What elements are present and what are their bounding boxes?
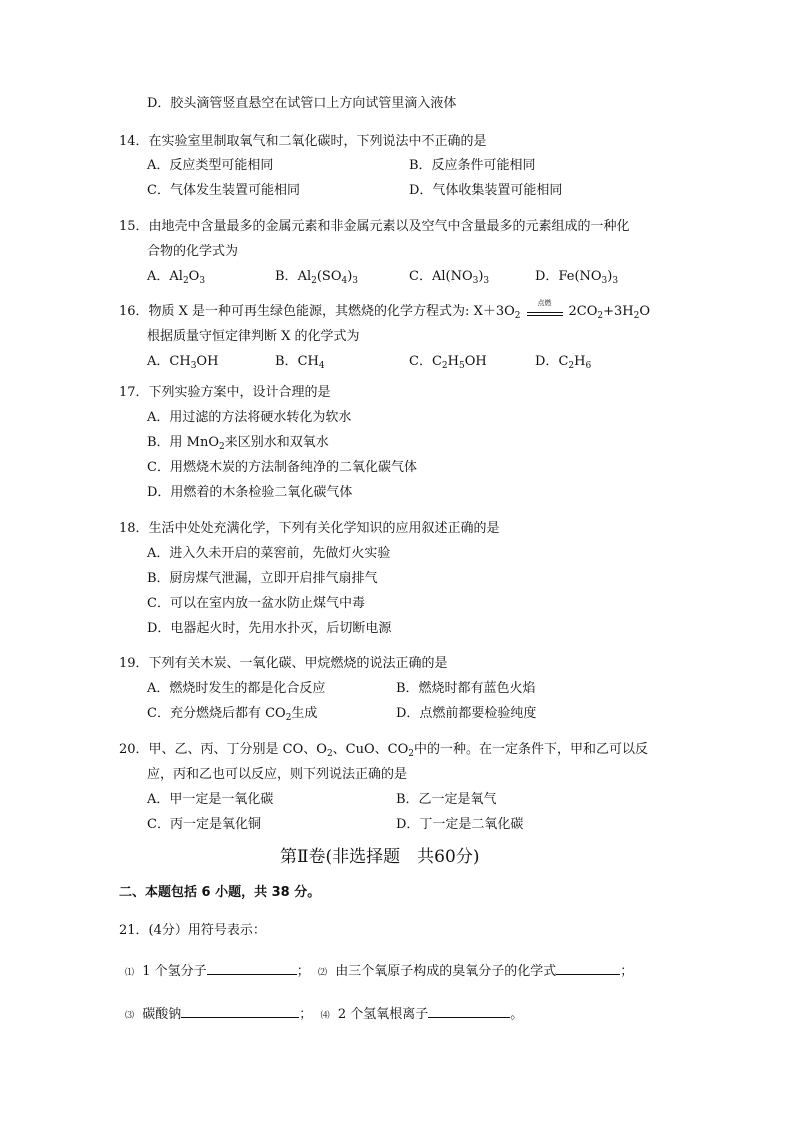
q16-option-a: A．$CH_3OH$ (147, 354, 219, 371)
q17-option-c: C．用燃烧木炭的方法制备纯净的二氧化碳气体 (147, 460, 417, 475)
q18-option-a: A．进入久未开启的菜窖前，先做灯火实验 (147, 546, 391, 561)
q16-option-c: C．$C_2H_5OH$ (409, 354, 487, 371)
q21-stem: 21．(4分）用符号表示： (119, 923, 266, 938)
q20-option-c: C．丙一定是氧化铜 (147, 817, 261, 832)
q17-option-a: A．用过滤的方法将硬水转化为软水 (147, 410, 352, 425)
q21-item-1: ⑴ 1 个氢分子 ； ⑵ 由三个氧原子构成的臭氧分子的化学式 ； (125, 964, 634, 979)
q15-stem-line1: 15．由地壳中含量最多的金属元素和非金属元素以及空气中含量最多的元素组成的一种化 (119, 219, 630, 234)
q19-option-c: C．充分燃烧后都有 $CO_2$生成 (147, 706, 318, 723)
q20-option-a: A．甲一定是一氧化碳 (147, 792, 274, 807)
q20-option-d: D．丁一定是二氧化碳 (396, 817, 524, 832)
q14-option-c: C．气体发生装置可能相同 (147, 183, 300, 198)
q18-option-c: C．可以在室内放一盆水防止煤气中毒 (147, 596, 365, 611)
q16-option-d: D．$C_2H_6$ (535, 354, 592, 371)
q21-blank-3[interactable] (181, 1005, 299, 1018)
q14-option-d: D．气体收集装置可能相同 (409, 183, 563, 198)
q18-option-b: B．厨房煤气泄漏，立即开启排气扇排气 (147, 571, 378, 586)
q20-stem-line1: 20．甲、乙、丙、丁分别是 CO、$O_2$、CuO、$CO_2$中的一种。在一定条件下，甲和乙可以反 (119, 742, 649, 759)
q19-option-b: B．燃烧时都有蓝色火焰 (396, 681, 536, 696)
part2-title: 第Ⅱ卷(非选择题 共60分) (280, 847, 480, 867)
q17-option-d: D．用燃着的木条检验二氧化碳气体 (147, 485, 353, 500)
q15-option-d: D．$Fe(NO_3)_3$ (535, 269, 619, 286)
q21-item-3: ⑶ 碳酸钠 ； ⑷ 2 个氢氧根离子 。 (125, 1007, 524, 1022)
q19-stem: 19．下列有关木炭、一氧化碳、甲烷燃烧的说法正确的是 (119, 656, 448, 671)
q13-option-d: D．胶头滴管竖直悬空在试管口上方向试管里滴入液体 (147, 96, 457, 111)
q17-option-b: B．用 MnO$_2$来区别水和双氧水 (147, 435, 329, 452)
q14-option-b: B．反应条件可能相同 (409, 158, 536, 173)
q21-blank-1[interactable] (207, 962, 297, 975)
q14-option-a: A．反应类型可能相同 (147, 158, 274, 173)
q18-stem: 18．生活中处处充满化学，下列有关化学知识的应用叙述正确的是 (119, 521, 500, 536)
reaction-arrow: 点燃 (527, 305, 563, 319)
q20-stem-line2: 应，丙和乙也可以反应，则下列说法正确的是 (147, 767, 408, 782)
q16-stem-line2: 根据质量守恒定律判断 X 的化学式为 (147, 329, 360, 344)
q15-option-a: A．$Al_2O_3$ (147, 269, 206, 286)
q20-option-b: B．乙一定是氧气 (396, 792, 497, 807)
section2-title: 二、本题包括 6 小题，共 38 分。 (119, 885, 321, 900)
q14-stem: 14．在实验室里制取氧气和二氧化碳时，下列说法中不正确的是 (119, 134, 487, 149)
q15-stem-line2: 合物的化学式为 (147, 244, 239, 259)
q15-option-c: C．$Al(NO_3)_3$ (409, 269, 490, 286)
q15-option-b: B．$Al_2(SO_4)_3$ (275, 269, 359, 286)
q17-stem: 17．下列实验方案中，设计合理的是 (119, 385, 331, 400)
q18-option-d: D．电器起火时，先用水扑灭，后切断电源 (147, 621, 392, 636)
q21-blank-2[interactable] (556, 962, 620, 975)
q16-stem-line1: 16．物质 X 是一种可再生绿色能源，其燃烧的化学方程式为: $X+3O_2$ 点燃 $2CO_2+3H_2O$ (119, 298, 651, 321)
q21-blank-4[interactable] (428, 1005, 510, 1018)
q16-option-b: B．$CH_4$ (275, 354, 325, 371)
q19-option-d: D．点燃前都要检验纯度 (396, 706, 537, 721)
q19-option-a: A．燃烧时发生的都是化合反应 (147, 681, 326, 696)
